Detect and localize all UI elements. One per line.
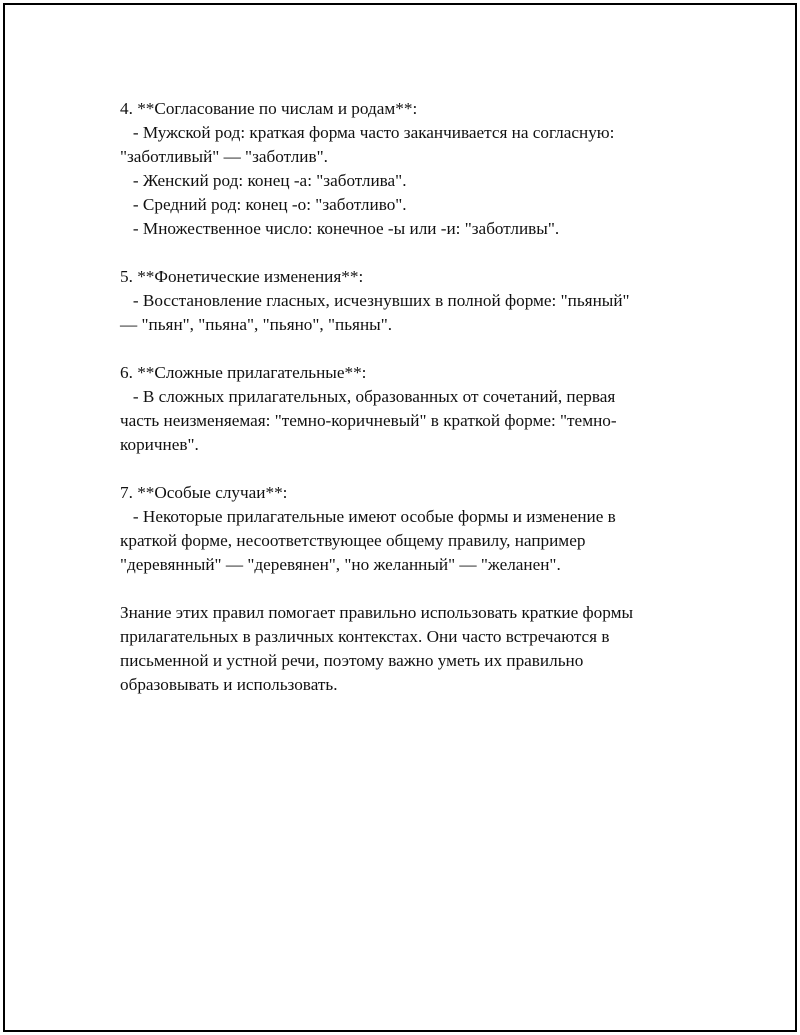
section-line: - Восстановление гласных, исчезнувших в полной форме: "пьяный" <box>120 291 630 310</box>
section-line: - Мужской род: краткая форма часто заканчивается на согласную: <box>120 123 615 142</box>
conclusion-line: письменной и устной речи, поэтому важно уметь их правильно <box>120 651 584 670</box>
section-7 <box>120 481 685 577</box>
section-line: часть неизменяемая: "темно-коричневый" в краткой форме: "темно- <box>120 411 617 430</box>
section-line: "заботливый" — "заботлив". <box>120 147 328 166</box>
document-page <box>3 3 797 1032</box>
section-line: "деревянный" — "деревянен", "но желанный" — "желанен". <box>120 555 561 574</box>
section-heading: 7. **Особые случаи**: <box>120 483 288 502</box>
section-heading: 4. **Согласование по числам и родам**: <box>120 99 418 118</box>
section-5 <box>120 265 685 337</box>
section-line: краткой форме, несоответствующее общему правилу, например <box>120 531 586 550</box>
section-line: коричнев". <box>120 435 199 454</box>
section-line: - Множественное число: конечное -ы или -и: "заботливы". <box>120 219 560 238</box>
section-line: - Некоторые прилагательные имеют особые формы и изменение в <box>120 507 616 526</box>
section-line: - Средний род: конец -о: "заботливо". <box>120 195 407 214</box>
conclusion-paragraph <box>120 601 685 697</box>
conclusion-line: прилагательных в различных контекстах. Они часто встречаются в <box>120 627 610 646</box>
section-heading: 6. **Сложные прилагательные**: <box>120 363 367 382</box>
conclusion-line: образовывать и использовать. <box>120 675 338 694</box>
section-6 <box>120 361 685 457</box>
section-line: - Женский род: конец -а: "заботлива". <box>120 171 407 190</box>
document-body <box>120 97 685 721</box>
section-line: - В сложных прилагательных, образованных от сочетаний, первая <box>120 387 616 406</box>
conclusion-line: Знание этих правил помогает правильно использовать краткие формы <box>120 603 634 622</box>
section-4 <box>120 97 685 241</box>
section-line: — "пьян", "пьяна", "пьяно", "пьяны". <box>120 315 393 334</box>
section-heading: 5. **Фонетические изменения**: <box>120 267 364 286</box>
